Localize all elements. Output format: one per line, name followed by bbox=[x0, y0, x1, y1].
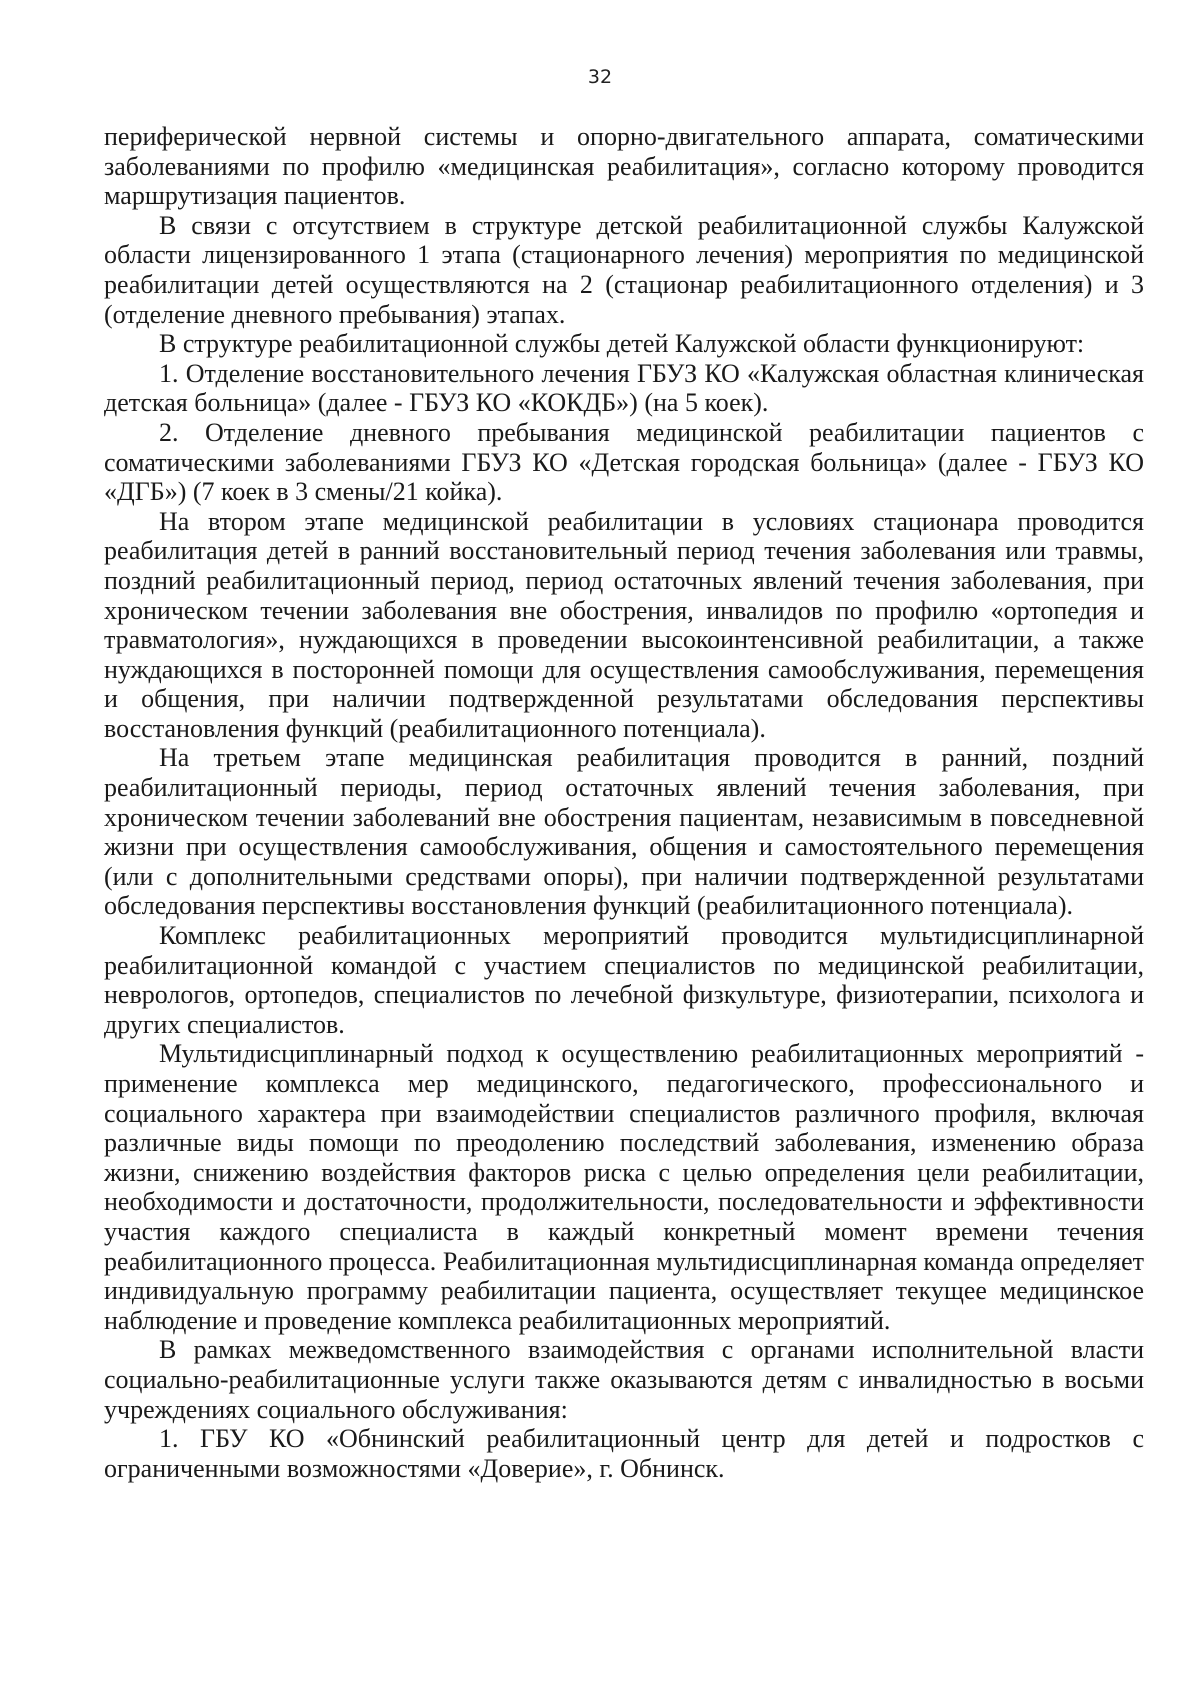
list-item-obninsk: 1. ГБУ КО «Обнинский реабилитационный центр для детей и подростков с ограниченными возможностями «Доверие», г. Обнинск. bbox=[104, 1424, 1144, 1483]
paragraph-licensing: В связи с отсутствием в структуре детской реабилитационной службы Калужской области лицензированного 1 этапа (стационарного лечения) мероприятия по медицинской реабилитации детей осуществляются на 2 (стационар реабилитационного отделения) и 3 (отделение дневного пребывания) этапах. bbox=[104, 210, 1144, 329]
paragraph-interagency: В рамках межведомственного взаимодействия с органами исполнительной власти социально-реабилитационные услуги также оказываются детям с инвалидностью в восьми учреждениях социального обслуживания: bbox=[104, 1335, 1144, 1424]
list-item-kokdb: 1. Отделение восстановительного лечения ГБУЗ КО «Калужская областная клиническая детская больница» (далее - ГБУЗ КО «КОКДБ») (на 5 коек). bbox=[104, 358, 1144, 418]
page-number: 32 bbox=[587, 66, 613, 88]
paragraph-continuation: периферической нервной системы и опорно-двигательного аппарата, соматическими заболеваниями по профилю «медицинская реабилитация», согласно которому проводится маршрутизация пациентов. bbox=[104, 122, 1144, 211]
paragraph-complex: Комплекс реабилитационных мероприятий проводится мультидисциплинарной реабилитационной командой с участием специалистов по медицинской реабилитации, неврологов, ортопедов, специалистов по лечебной физкультуре, физиотерапии, психолога и других специалистов. bbox=[104, 921, 1144, 1039]
document-body bbox=[104, 122, 1144, 1483]
paragraph-multidisciplinary: Мультидисциплинарный подход к осуществлению реабилитационных мероприятий - применение комплекса мер медицинского, педагогического, профессионального и социального характера при взаимодействии специалистов различного профиля, включая различные виды помощи по преодолению последствий заболевания, изменению образа жизни, снижению воздействия факторов риска с целью определения цели реабилитации, необходимости и достаточности, продолжительности, последовательности и эффективности участия каждого специалиста в каждый конкретный момент времени течения реабилитационного процесса. Реабилитационная мультидисциплинарная команда определяет индивидуальную программу реабилитации пациента, осуществляет текущее медицинское наблюдение и проведение комплекса реабилитационных мероприятий. bbox=[104, 1039, 1144, 1335]
list-item-dgb: 2. Отделение дневного пребывания медицинской реабилитации пациентов с соматическими заболеваниями ГБУЗ КО «Детская городская больница» (далее - ГБУЗ КО «ДГБ») (7 коек в 3 смены/21 койка). bbox=[104, 417, 1144, 507]
paragraph-second-stage: На втором этапе медицинской реабилитации в условиях стационара проводится реабилитация детей в ранний восстановительный период течения заболевания или травмы, поздний реабилитационный период, период остаточных явлений течения заболевания, при хроническом течении заболевания вне обострения, инвалидов по профилю «ортопедия и травматология», нуждающихся в проведении высокоинтенсивной реабилитации, а также нуждающихся в посторонней помощи для осуществления самообслуживания, перемещения и общения, при наличии подтвержденной результатами обследования перспективы восстановления функций (реабилитационного потенциала). bbox=[104, 506, 1144, 743]
paragraph-third-stage: На третьем этапе медицинская реабилитация проводится в ранний, поздний реабилитационный периоды, период остаточных явлений течения заболевания, при хроническом течении заболеваний вне обострения пациентам, независимым в повседневной жизни при осуществления самообслуживания, общения и самостоятельного перемещения (или с дополнительными средствами опоры), при наличии подтвержденной результатами обследования перспективы восстановления функций (реабилитационного потенциала). bbox=[104, 743, 1144, 921]
paragraph-structure-intro: В структуре реабилитационной службы детей Калужской области функционируют: bbox=[159, 329, 1085, 359]
